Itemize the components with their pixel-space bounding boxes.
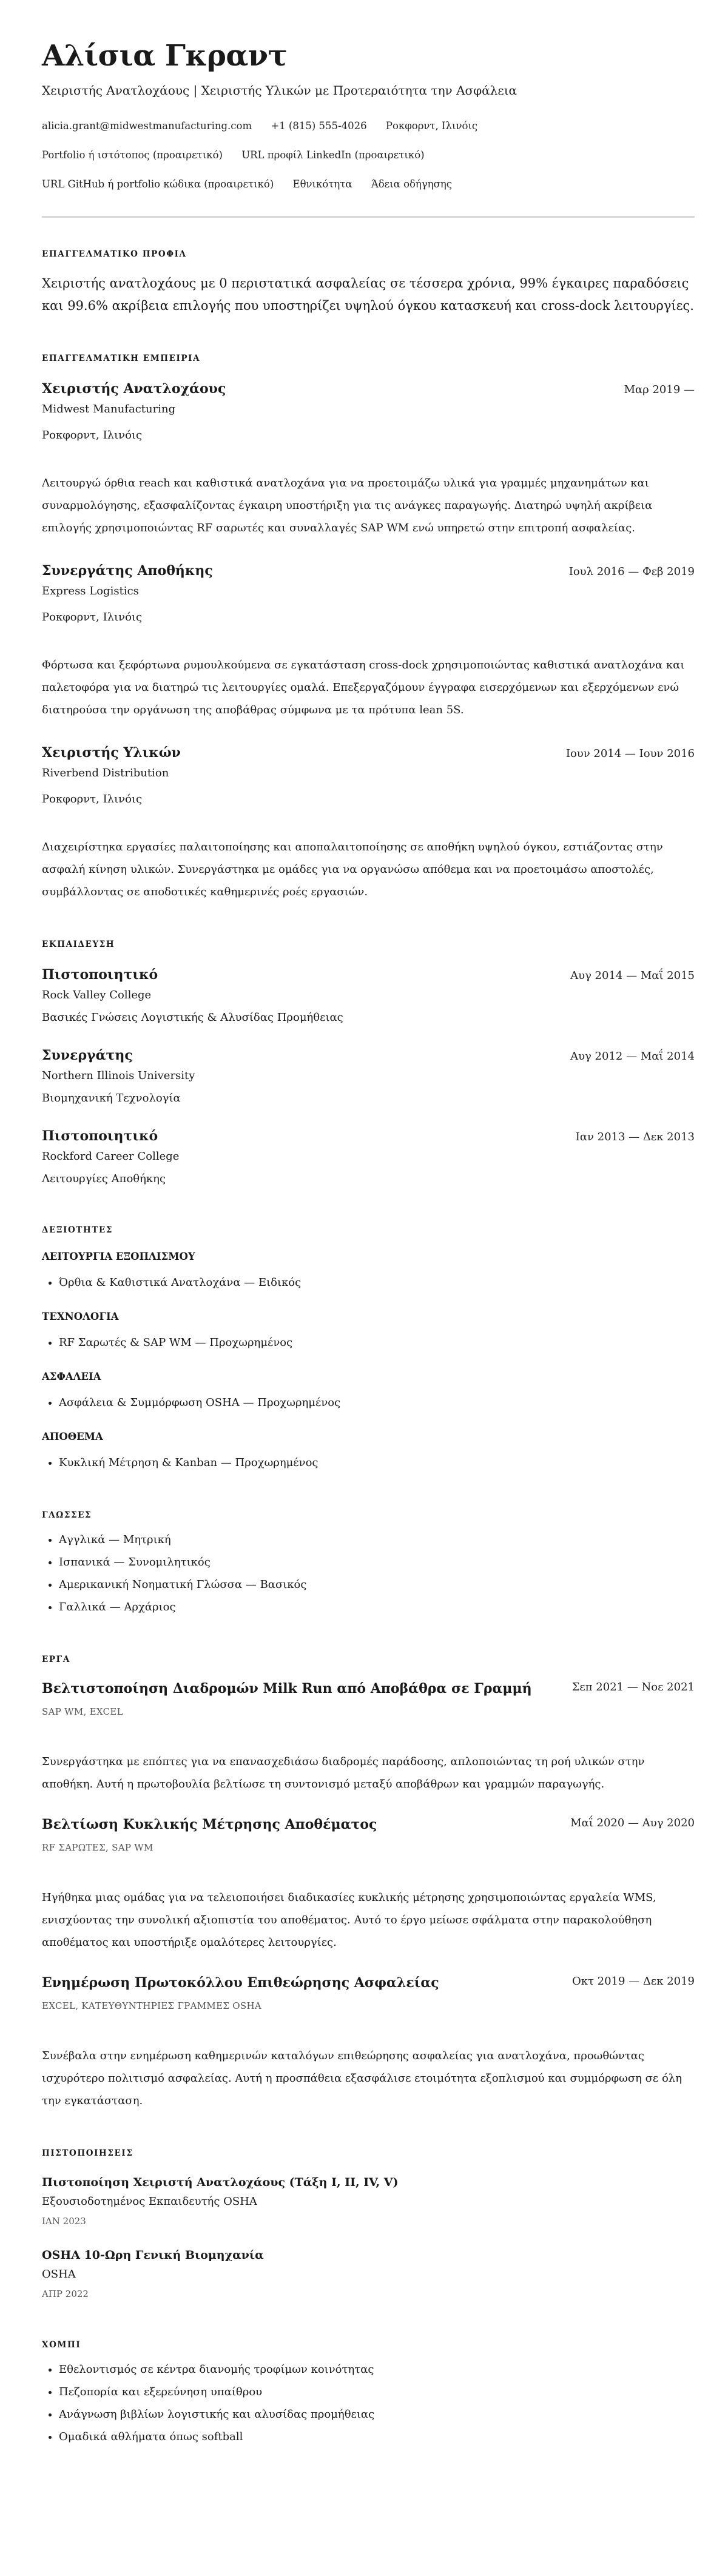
job-description: Διαχειρίστηκα εργασίες παλαιτοποίησης και αποπαλαιτοποίησης σε αποθήκη υψηλού όγκου, εστιάζοντας στην ασφαλή κίνηση υλικών. Συνεργάστηκα με ομάδες για να οργανώσω απόθεμα και να προετοιμάσω αποστολές, συμβάλλοντας σε αποδοτικές καθημερινές ροές εργασιών. <box>42 841 663 898</box>
project-title: Βελτίωση Κυκλικής Μέτρησης Αποθέματος <box>42 1817 377 1832</box>
email[interactable]: alicia.grant@midwestmanufacturing.com <box>42 120 252 132</box>
contact-row <box>42 148 695 163</box>
education-dates: Αυγ 2014 — Μαΐ 2015 <box>570 969 695 982</box>
project-tech: EXCEL, ΚΑΤΕΥΘΥΝΤΗΡΙΕΣ ΓΡΑΜΜΕΣ OSHA <box>42 2000 261 2011</box>
hobby-item: • Πεζοπορία και εξερεύνηση υπαίθρου <box>59 2381 695 2403</box>
drivers-license: Άδεια οδήγησης <box>371 178 452 190</box>
degree: Πιστοποιητικό <box>42 967 158 983</box>
section-title: ΕΡΓΑ <box>42 1655 70 1664</box>
certification-name: OSHA 10-Ωρη Γενική Βιομηχανία <box>42 2248 264 2262</box>
skill-item: • Ασφάλεια & Συμμόρφωση OSHA — Προχωρημένος <box>59 1391 695 1414</box>
project-entry <box>42 1814 695 1954</box>
project-description: Ηγήθηκα μιας ομάδας για να τελειοποιήσει διαδικασίες κυκλικής μέτρησης χρησιμοποιώντας εργαλεία WMS, ενισχύοντας την συνολική αξιοπιστία του αποθέματος. Αυτό το έργο μείωσε σφάλματα στην παρακολούθηση αποθέματος και υποστήριξε ομαλότερες λειτουργίες. <box>42 1891 656 1949</box>
project-tech: RF ΣΑΡΩΤΕΣ, SAP WM <box>42 1842 153 1853</box>
phone[interactable]: +1 (815) 555-4026 <box>271 120 367 132</box>
project-description: Συνέβαλα στην ενημέρωση καθημερινών καταλόγων επιθεώρησης ασφαλείας για ανατλοχάνα, προωθώντας ισχυρότερο πολιτισμό ασφαλείας. Αυτή η προσπάθεια εξασφάλισε ετοιμότητα εξοπλισμού και συμμόρφωση σε όλη την εγκατάσταση. <box>42 2050 682 2107</box>
language-item: • Ισπανικά — Συνομιλητικός <box>59 1551 695 1573</box>
headline: Χειριστής Ανατλοχάους | Χειριστής Υλικών με Προτεραιότητα την Ασφάλεια <box>42 83 517 98</box>
hobby-item: • Ανάγνωση βιβλίων λογιστικής και αλυσίδας προμήθειας <box>59 2403 695 2426</box>
job-entry <box>42 379 695 539</box>
education-entry <box>42 1046 695 1108</box>
projects-section <box>42 1653 695 2112</box>
certification-entry <box>42 2173 695 2231</box>
job-dates: Ιουλ 2016 — Φεβ 2019 <box>568 565 695 578</box>
experience-section <box>42 352 695 903</box>
certification-date: ΙΑΝ 2023 <box>42 2216 86 2227</box>
field-of-study: Λειτουργίες Αποθήκης <box>42 1172 166 1185</box>
project-entry <box>42 1972 695 2112</box>
section-title: ΠΙΣΤΟΠΟΙΗΣΕΙΣ <box>42 2148 133 2158</box>
job-entry <box>42 561 695 721</box>
nationality: Εθνικότητα <box>292 178 352 190</box>
degree: Πιστοποιητικό <box>42 1128 158 1144</box>
education-section <box>42 938 695 1189</box>
skill-group-title: ΤΕΧΝΟΛΟΓΙΑ <box>42 1311 119 1322</box>
certification-date: ΑΠΡ 2022 <box>42 2288 89 2299</box>
school: Rock Valley College <box>42 989 152 1001</box>
hobbies-section <box>42 2339 695 2448</box>
job-title: Χειριστής Υλικών <box>42 745 181 761</box>
company: Express Logistics <box>42 585 139 597</box>
contact-row <box>42 177 695 192</box>
job-dates: Μαρ 2019 — <box>624 383 695 396</box>
languages-section <box>42 1509 695 1618</box>
project-entry <box>42 1678 695 1795</box>
project-tech: SAP WM, EXCEL <box>42 1706 123 1717</box>
language-item: • Αγγλικά — Μητρική <box>59 1528 695 1551</box>
certifications-section <box>42 2147 695 2304</box>
profile-summary: Χειριστής ανατλοχάους με 0 περιστατικά ασφαλείας σε τέσσερα χρόνια, 99% έγκαιρες παραδόσεις και 99.6% ακρίβεια επιλογής που υποστηρίζει υψηλού όγκου κατασκευή και cross-dock λειτουργίες. <box>42 276 694 313</box>
skill-group-title: ΑΠΟΘΕΜΑ <box>42 1431 103 1442</box>
job-description: Φόρτωσα και ξεφόρτωνα ρυμουλκούμενα σε εγκατάσταση cross-dock χρησιμοποιώντας καθιστικά ανατλοχάνα και παλετοφόρα για να διατηρώ τις λειτουργίες ομαλά. Επεξεργαζόμουν έγγραφα εισερχόμενων και εξερχόμενων ενώ διατηρούσα την οργάνωση της αποβάθρας σύμφωνα με τα πρότυπα lean 5S. <box>42 659 685 716</box>
skill-group-title: ΛΕΙΤΟΥΡΓΙΑ ΕΞΟΠΛΙΣΜΟΥ <box>42 1251 195 1262</box>
project-title: Βελτιστοποίηση Διαδρομών Milk Run από Αποβάθρα σε Γραμμή <box>42 1681 532 1697</box>
section-title: ΕΠΑΓΓΕΛΜΑΤΙΚΗ ΕΜΠΕΙΡΙΑ <box>42 354 201 363</box>
section-title: ΧΟΜΠΙ <box>42 2340 81 2350</box>
linkedin-link[interactable]: URL προφίλ LinkedIn (προαιρετικό) <box>241 149 425 161</box>
section-title: ΕΚΠΑΙΔΕΥΣΗ <box>42 940 115 949</box>
github-link[interactable]: URL GitHub ή portfolio κώδικα (προαιρετικό) <box>42 178 274 190</box>
field-of-study: Βιομηχανική Τεχνολογία <box>42 1092 181 1105</box>
job-description: Λειτουργώ όρθια reach και καθιστικά ανατλοχάνα για να προετοιμάζω υλικά για γραμμές μηχανημάτων και συναρμολόγησης, εξασφαλίζοντας έγκαιρη υποστήριξη για τις ανάγκες παραγωγής. Διατηρώ υψηλή ακρίβεια επιλογής χρησιμοποιώντας RF σαρωτές και συναλλαγές SAP WM ενώ υπηρετώ στην επιτροπή ασφαλείας. <box>42 477 653 534</box>
skill-list <box>42 1391 695 1414</box>
skill-group-title: ΑΣΦΑΛΕΙΑ <box>42 1371 101 1382</box>
school: Northern Illinois University <box>42 1069 195 1082</box>
project-title: Ενημέρωση Πρωτοκόλλου Επιθεώρησης Ασφαλείας <box>42 1975 439 1991</box>
project-description: Συνεργάστηκα με επόπτες για να επανασχεδιάσω διαδρομές παράδοσης, απλοποιώντας τη ροή υλικών στην αποθήκη. Αυτή η πρωτοβουλία βελτίωσε τη συντονισμό μεταξύ αποβάθρων και γραμμών παραγωγής. <box>42 1755 645 1791</box>
skill-item: • Κυκλική Μέτρηση & Kanban — Προχωρημένος <box>59 1451 695 1474</box>
section-title: ΕΠΑΓΓΕΛΜΑΤΙΚΟ ΠΡΟΦΙΛ <box>42 249 187 259</box>
language-item: • Γαλλικά — Αρχάριος <box>59 1596 695 1618</box>
job-dates: Ιουν 2014 — Ιουν 2016 <box>565 747 695 760</box>
education-dates: Αυγ 2012 — Μαΐ 2014 <box>570 1050 695 1063</box>
job-title: Συνεργάτης Αποθήκης <box>42 563 213 579</box>
degree: Συνεργάτης <box>42 1048 133 1063</box>
skill-list <box>42 1331 695 1354</box>
certification-entry <box>42 2245 695 2304</box>
section-title: ΓΛΩΣΣΕΣ <box>42 1510 92 1520</box>
hobby-list <box>42 2358 695 2448</box>
skill-item: • Όρθια & Καθιστικά Ανατλοχάνα — Ειδικός <box>59 1271 695 1294</box>
candidate-name: Αλίσια Γκραντ <box>42 39 288 73</box>
skills-section <box>42 1224 695 1474</box>
project-dates: Σεπ 2021 — Νοε 2021 <box>571 1681 695 1693</box>
education-dates: Ιαν 2013 — Δεκ 2013 <box>575 1131 695 1143</box>
hobby-item: • Ομαδικά αθλήματα όπως softball <box>59 2426 695 2448</box>
job-location: Ροκφορντ, Ιλινόις <box>42 793 143 805</box>
portfolio-link[interactable]: Portfolio ή ιστότοπος (προαιρετικό) <box>42 149 223 161</box>
profile-section <box>42 248 695 317</box>
field-of-study: Βασικές Γνώσεις Λογιστικής & Αλυσίδας Προμήθειας <box>42 1011 343 1024</box>
skill-list <box>42 1271 695 1294</box>
project-dates: Μαΐ 2020 — Αυγ 2020 <box>570 1817 695 1829</box>
resume-header <box>42 38 695 218</box>
certification-issuer: OSHA <box>42 2268 76 2281</box>
language-list <box>42 1528 695 1618</box>
skill-item: • RF Σαρωτές & SAP WM — Προχωρημένος <box>59 1331 695 1354</box>
language-item: • Αμερικανική Νοηματική Γλώσσα — Βασικός <box>59 1573 695 1596</box>
header-divider <box>42 216 695 218</box>
location: Ροκφορντ, Ιλινόις <box>385 120 478 132</box>
certification-name: Πιστοποίηση Χειριστή Ανατλοχάους (Τάξη I, II, IV, V) <box>42 2176 399 2189</box>
company: Riverbend Distribution <box>42 767 169 779</box>
job-location: Ροκφορντ, Ιλινόις <box>42 611 143 624</box>
section-title: ΔΕΞΙΟΤΗΤΕΣ <box>42 1225 113 1235</box>
certification-issuer: Εξουσιοδοτημένος Εκπαιδευτής OSHA <box>42 2195 257 2208</box>
job-entry <box>42 743 695 903</box>
project-dates: Οκτ 2019 — Δεκ 2019 <box>571 1975 695 1988</box>
hobby-item: • Εθελοντισμός σε κέντρα διανομής τροφίμων κοινότητας <box>59 2358 695 2381</box>
job-location: Ροκφορντ, Ιλινόις <box>42 429 143 442</box>
education-entry <box>42 965 695 1027</box>
job-title: Χειριστής Ανατλοχάους <box>42 381 226 397</box>
skill-list <box>42 1451 695 1474</box>
company: Midwest Manufacturing <box>42 403 176 415</box>
contact-row <box>42 119 695 133</box>
education-entry <box>42 1126 695 1189</box>
school: Rockford Career College <box>42 1150 180 1163</box>
